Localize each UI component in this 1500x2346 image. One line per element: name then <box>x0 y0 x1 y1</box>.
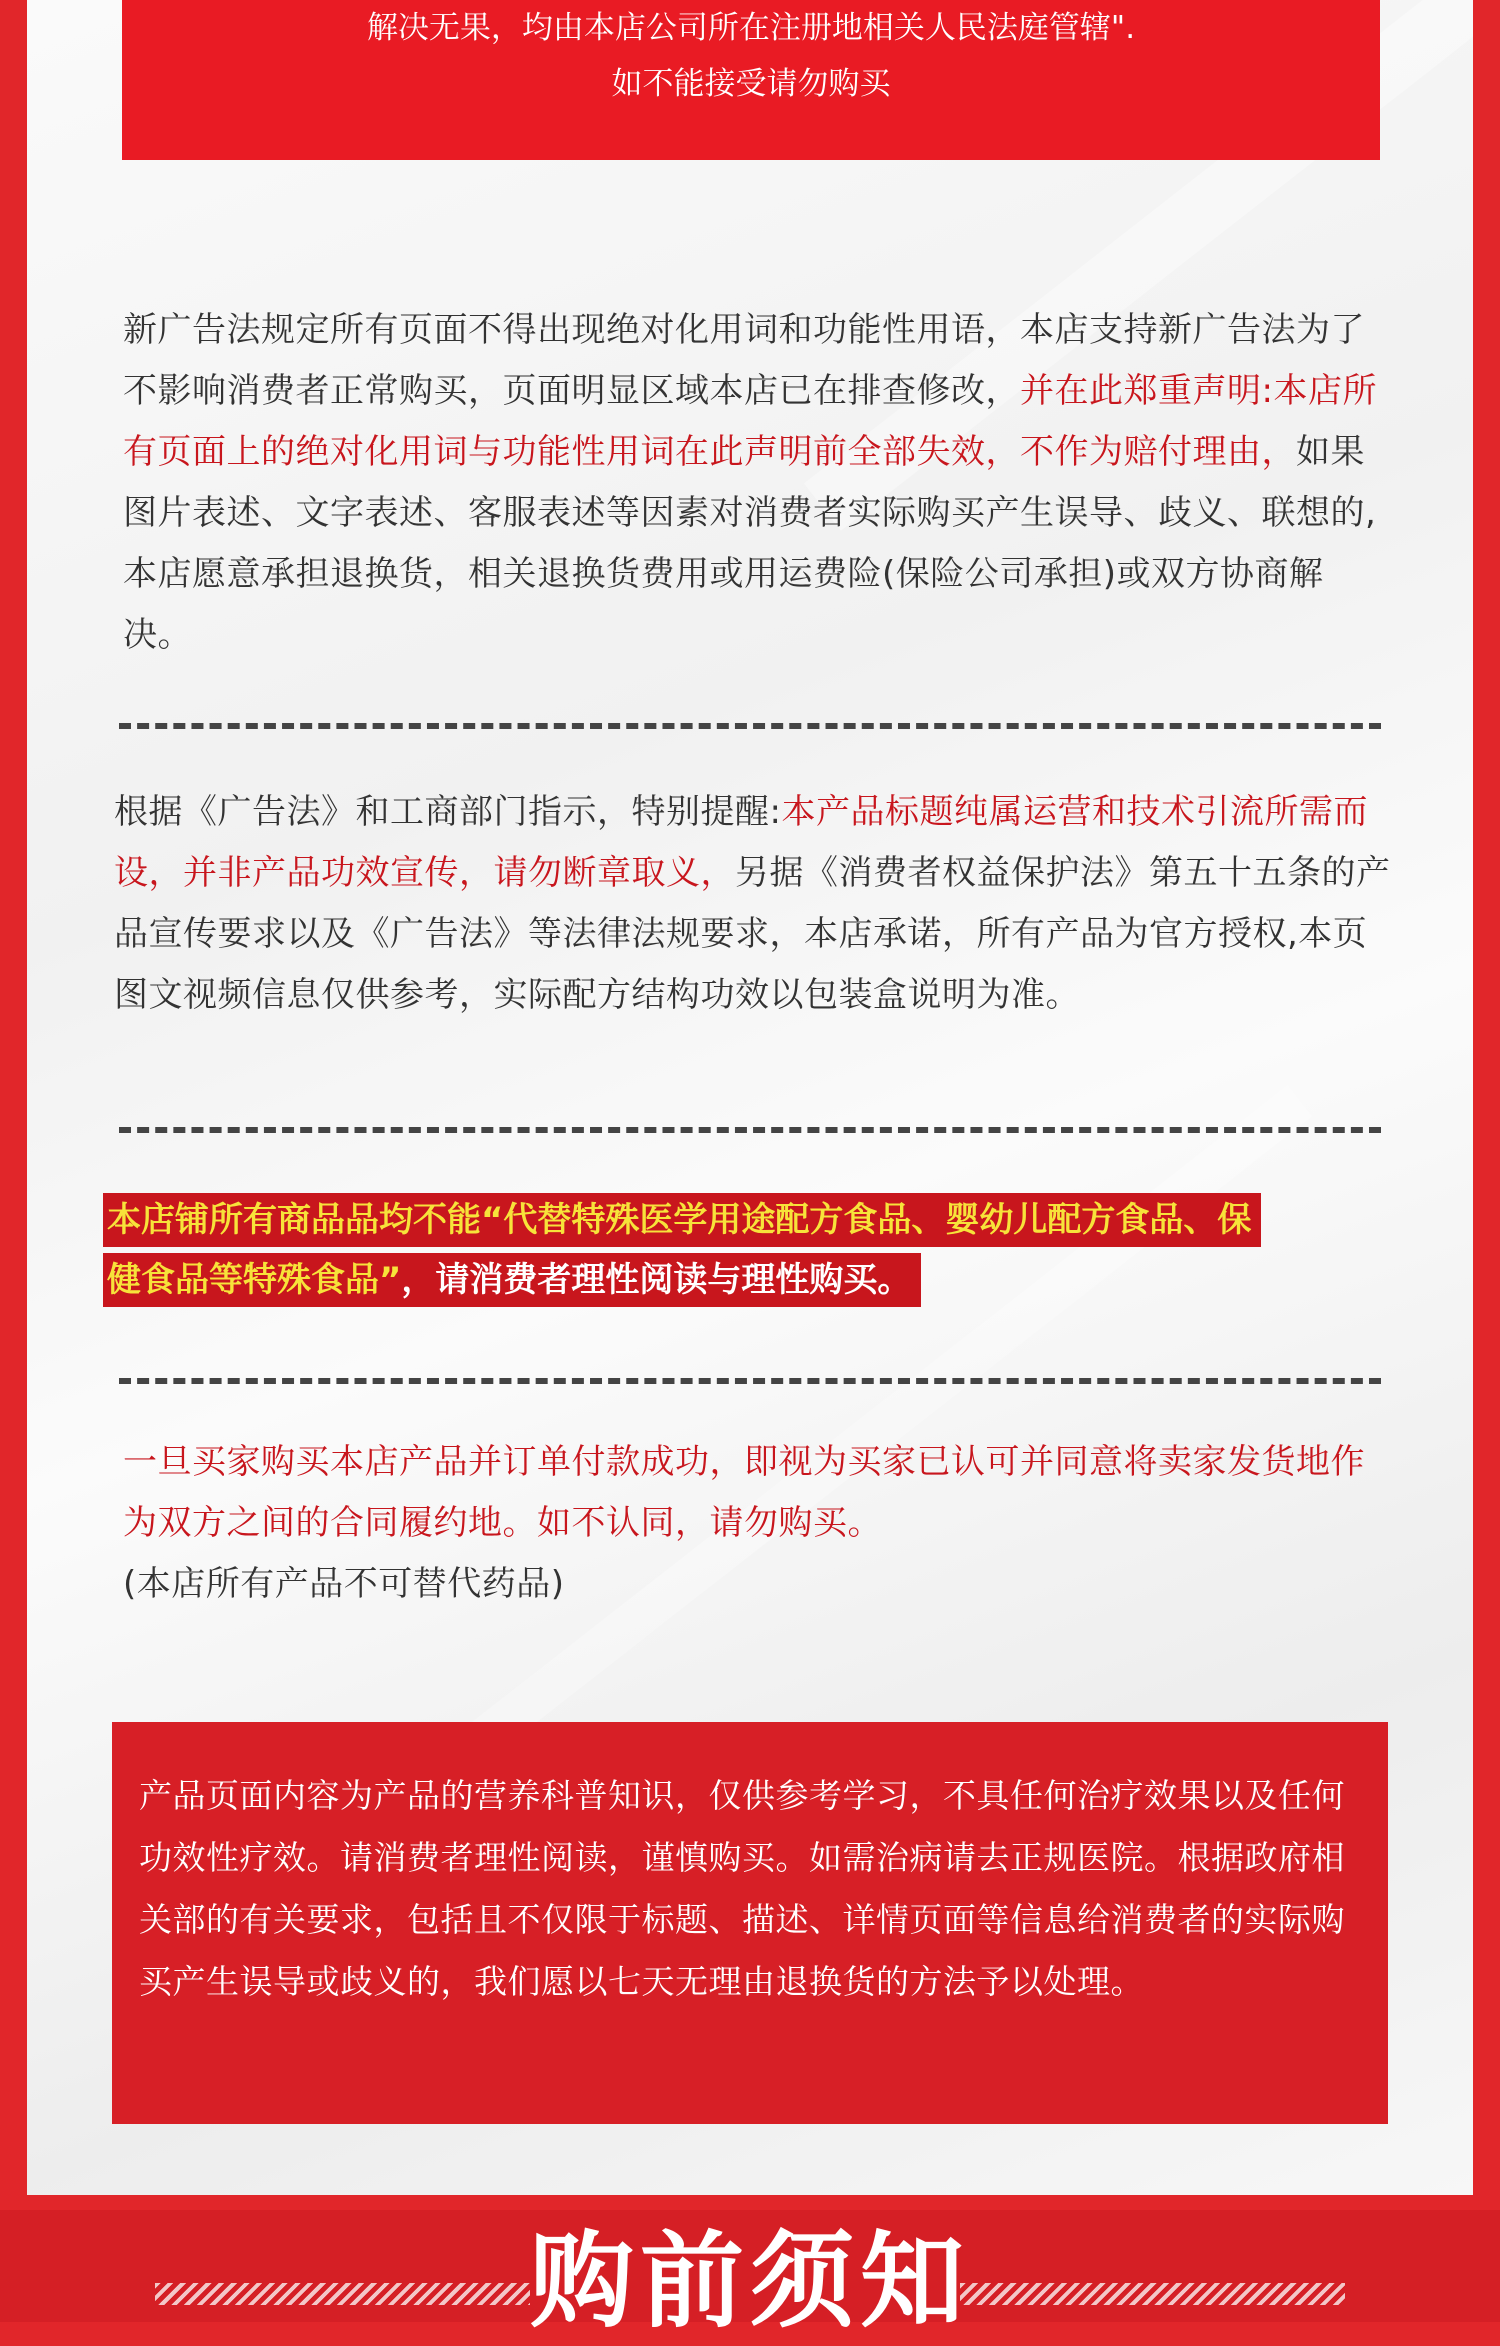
highlight-notice <box>103 1193 1423 1313</box>
dashed-divider <box>119 1127 1381 1133</box>
contract-note: (本店所有产品不可替代药品) <box>123 1564 565 1604</box>
footer-title: 购前须知 <box>529 2220 970 2342</box>
ad-law-refund-text: 如果图片表述、文字表述、客服表述等因素对消费者实际购买产生误导、歧义、联想的,本店愿意承担退换货，相关退换货费用或用运费险(保险公司承担)或双方协商解决。 <box>123 432 1377 655</box>
top-notice-line1: 解决无果，均由本店公司所在注册地相关人民法庭管辖". <box>366 10 1136 46</box>
ad-law-text: 新广告法规定所有页面不得出现绝对化用词和功能性用语，本店支持新广告法为了不影响消费者正常购买，页面明显区域本店已在排查修改， <box>123 310 1365 411</box>
top-notice-box <box>122 0 1380 160</box>
dashed-divider <box>119 1378 1381 1384</box>
notice-panel <box>27 0 1473 2195</box>
ad-law-notice <box>123 300 1385 666</box>
reminder-intro: 根据《广告法》和工商部门指示，特别提醒: <box>114 792 782 832</box>
ad-law-declaration: 并在此郑重声明:本店所有页面上的绝对化用词与功能性用词在此声明前全部失效，不作为赔付理由， <box>123 371 1377 472</box>
highlight-line-1: 本店铺所有商品品均不能“代替特殊医学用途配方食品、婴幼儿配方食品、保 <box>103 1193 1261 1247</box>
dashed-divider <box>119 723 1381 729</box>
disclaimer-text: 产品页面内容为产品的营养科普知识，仅供参考学习，不具任何治疗效果以及任何功效性疗效。请消费者理性阅读，谨慎购买。如需治病请去正规医院。根据政府相关部的有关要求，包括且不仅限于标题、描述、详情页面等信息给消费者的实际购买产生误导或歧义的，我们愿以七天无理由退换货的方法予以处理。 <box>139 1776 1345 2001</box>
reminder-law-text: 另据《消费者权益保护法》第五十五条的产品宣传要求以及《广告法》等法律法规要求，本店承诺，所有产品为官方授权,本页图文视频信息仅供参考，实际配方结构功效以包装盒说明为准。 <box>114 853 1391 1015</box>
contract-text: 一旦买家购买本店产品并订单付款成功，即视为买家已认可并同意将卖家发货地作为双方之间的合同履约地。如不认同，请勿购买。 <box>123 1442 1365 1543</box>
highlight-line-2: 健食品等特殊食品”，请消费者理性阅读与理性购买。 <box>103 1253 921 1307</box>
reminder-warning: 本产品标题纯属运营和技术引流所需而设，并非产品功效宣传，请勿断章取义， <box>114 792 1368 893</box>
reminder-notice <box>114 782 1397 1026</box>
disclaimer-box <box>112 1722 1388 2124</box>
contract-notice <box>123 1432 1385 1615</box>
top-notice-line2: 如不能接受请勿购买 <box>611 66 891 102</box>
